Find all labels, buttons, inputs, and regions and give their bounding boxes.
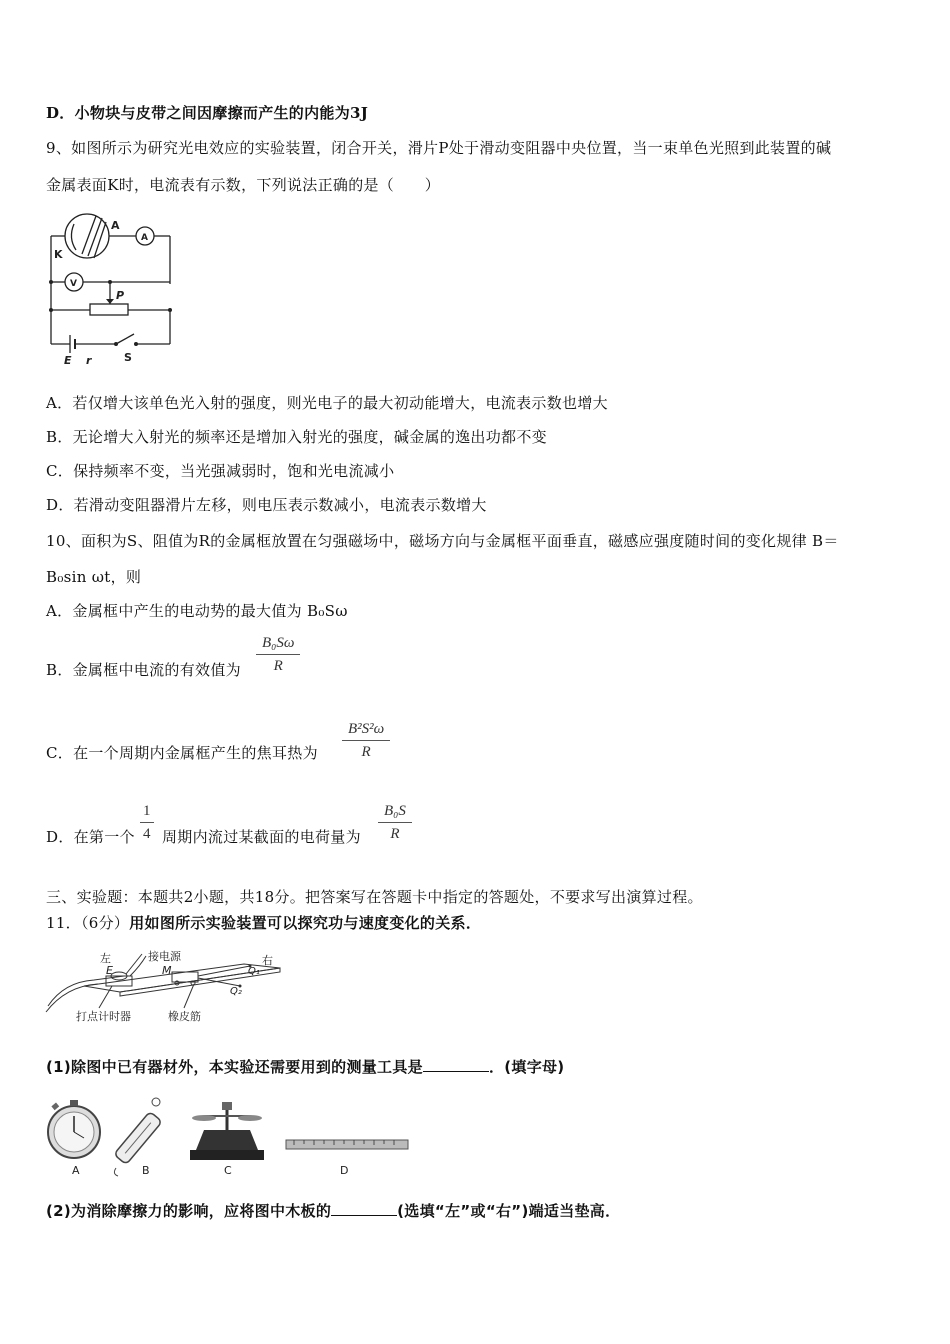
q8-option-d: D．小物块与皮带之间因摩擦而产生的内能为3J — [46, 104, 369, 122]
label-right: 右 — [262, 954, 273, 967]
spring-scale-icon — [114, 1098, 162, 1176]
q10-option-b: B．金属框中电流的有效值为 — [46, 661, 241, 679]
q10-option-d-quarter — [140, 800, 154, 845]
q10-option-d-middle: 周期内流过某截面的电荷量为 — [162, 828, 361, 846]
q9-stem-line1: 9、如图所示为研究光电效应的实验装置，闭合开关，滑片P处于滑动变阻器中央位置，当一束单色光照到此装置的碱 — [46, 139, 832, 157]
label-power: 接电源 — [148, 950, 181, 963]
q10-option-d-prefix: D．在第一个 — [46, 828, 135, 846]
label-left: 左 — [100, 952, 111, 965]
q9-option-b: B．无论增大入射光的频率还是增加入射光的强度，碱金属的逸出功都不变 — [46, 428, 547, 446]
q9-option-a: A．若仅增大该单色光入射的强度，则光电子的最大初动能增大，电流表示数也增大 — [46, 394, 608, 412]
label-s: S — [124, 351, 132, 364]
label-timer: 打点计时器 — [76, 1010, 131, 1023]
q11-stem-text: 用如图所示实验装置可以探究功与速度变化的关系． — [129, 914, 482, 932]
photoelectric-circuit-diagram — [44, 206, 179, 366]
switch-symbol — [116, 334, 134, 344]
q10-option-d-numerator: B₀S — [378, 800, 412, 823]
section-3-heading: 三、实验题：本题共2小题，共18分。把答案写在答题卡中指定的答题处，不要求写出演算过程。 — [46, 888, 703, 906]
apparatus-diagram — [44, 946, 284, 1026]
q10-option-b-numerator: B₀Sω — [256, 632, 300, 655]
quarter-numerator: 1 — [140, 800, 154, 823]
q11-part1-suffix: ．(填字母) — [488, 1058, 565, 1076]
label-q1: Q₁ — [248, 966, 260, 977]
label-q2: Q₂ — [230, 986, 242, 997]
balance-icon — [190, 1102, 264, 1160]
q10-option-c-denominator: R — [361, 744, 371, 760]
tool-label-c: C — [224, 1164, 232, 1177]
q11-part1 — [46, 1056, 564, 1077]
q11-part2-blank[interactable] — [331, 1203, 397, 1216]
q10-option-c-fraction — [342, 718, 390, 763]
measurement-tools — [44, 1090, 414, 1180]
q10-option-d-fraction — [378, 800, 412, 845]
q11-number: 11．（6分） — [46, 914, 130, 932]
q11-part1-text: (1)除图中已有器材外，本实验还需要用到的测量工具是 — [46, 1058, 423, 1076]
label-k: K — [54, 248, 63, 261]
q11-stem — [46, 912, 481, 933]
label-a-anode: A — [111, 219, 120, 232]
q10-option-c-numerator: B²S²ω — [342, 718, 390, 741]
q11-part2 — [46, 1200, 620, 1221]
label-voltmeter: V — [70, 279, 77, 289]
q11-part2-text: (2)为消除摩擦力的影响，应将图中木板的 — [46, 1202, 332, 1220]
q10-option-d-denominator: R — [390, 826, 400, 842]
label-m-point: M — [162, 964, 172, 977]
label-p: P — [116, 289, 125, 302]
q9-stem-line2: 金属表面K时，电流表有示数，下列说法正确的是（ ） — [46, 176, 441, 194]
stopwatch-icon — [48, 1100, 100, 1158]
q10-option-a: A．金属框中产生的电动势的最大值为 B₀Sω — [46, 602, 348, 620]
q9-option-d: D．若滑动变阻器滑片左移，则电压表示数减小，电流表示数增大 — [46, 496, 487, 514]
rheostat — [90, 304, 128, 315]
q11-part1-blank[interactable] — [423, 1059, 489, 1072]
label-rubber: 橡皮筋 — [168, 1010, 201, 1023]
ruler-icon — [286, 1140, 408, 1149]
q11-part2-suffix: (选填“左”或“右”)端适当垫高． — [397, 1202, 621, 1220]
quarter-denominator: 4 — [143, 826, 151, 842]
label-r: r — [86, 354, 92, 366]
label-e: E — [64, 354, 72, 366]
q10-stem-line1: 10、面积为S、阻值为R的金属框放置在匀强磁场中，磁场方向与金属框平面垂直，磁感应强度随时间的变化规律 B＝ — [46, 532, 839, 550]
tool-label-d: D — [340, 1164, 349, 1177]
rubber-band — [198, 966, 250, 976]
q10-option-b-denominator: R — [273, 658, 283, 674]
q9-option-c: C．保持频率不变，当光强减弱时，饱和光电流减小 — [46, 462, 395, 480]
tool-label-a: A — [72, 1164, 80, 1177]
q10-stem-line2: B₀sin ωt，则 — [46, 568, 142, 586]
q10-option-b-fraction — [256, 632, 300, 677]
label-e-point: E — [106, 964, 113, 977]
q10-option-c: C．在一个周期内金属框产生的焦耳热为 — [46, 744, 318, 762]
tool-label-b: B — [142, 1164, 150, 1177]
label-ammeter: A — [141, 233, 148, 243]
